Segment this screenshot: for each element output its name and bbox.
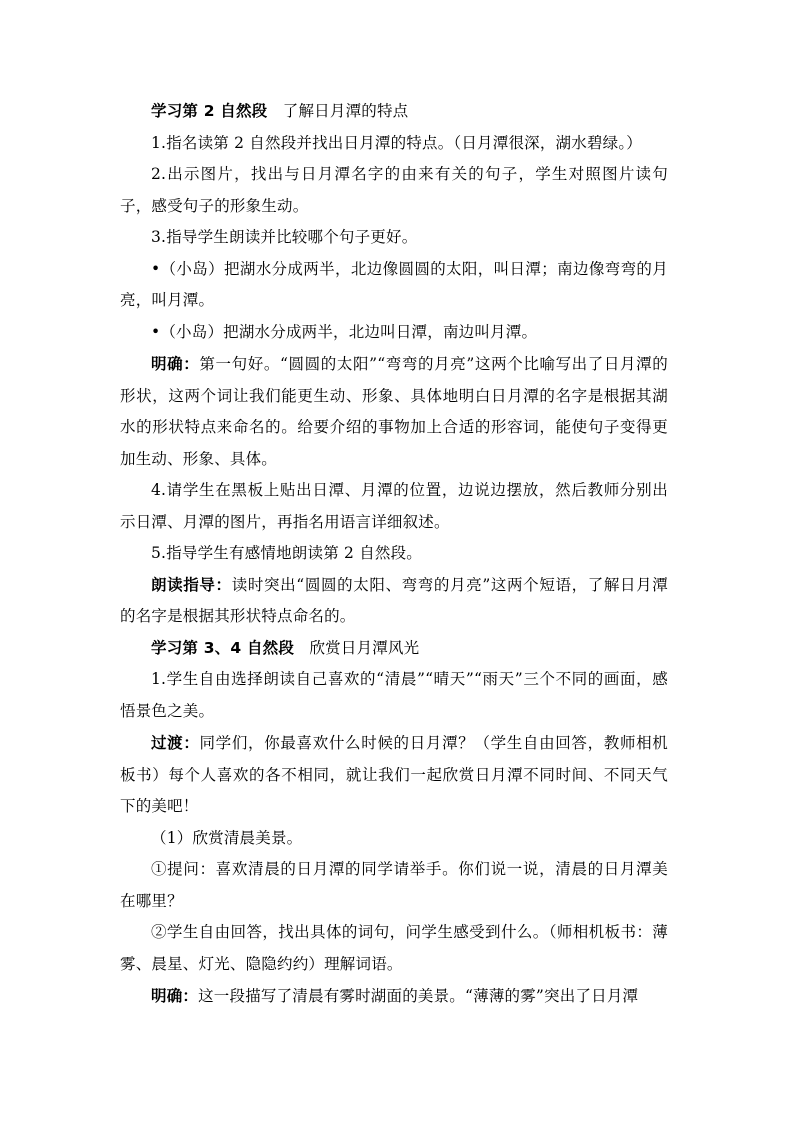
labeled-paragraph [120,348,668,475]
labeled-paragraph [120,727,668,823]
bullet-sentence: •（小岛）把湖水分成两半，北边叫日潭，南边叫月潭。 [151,322,538,341]
labeled-paragraph [120,570,668,633]
paragraph: （1）欣赏清晨美景。 [151,828,303,847]
paragraph: ②学生自由回答，找出具体的词句，问学生感受到什么。（师相机板书：薄雾、晨星、灯光、隐隐约约）理解词语。 [120,923,668,973]
paragraph-label: 过渡： [151,733,200,752]
paragraph-label: 朗读指导： [151,575,232,594]
section-heading [120,633,668,665]
paragraph: 5.指导学生有感情地朗读第 2 自然段。 [151,544,423,562]
paragraph-text: 第一句好。“圆圆的太阳”“弯弯的月亮”这两个比喻写出了日月潭的形状，这两个词让我们能更生动、形象、具体地明白日月潭的名字是根据其湖水的形状特点来命名的。给要介绍的事物加上合适的形容词，能使句子变得更加生动、形象、具体。 [120,355,668,468]
heading-text: 欣赏日月潭风光 [309,638,420,657]
heading-text: 了解日月潭的特点 [282,102,409,120]
labeled-paragraph [120,980,668,1013]
paragraph: 2.出示图片，找出与日月潭名字的由来有关的句子，学生对照图片读句子，感受句子的形象生动。 [120,165,668,215]
bullet-sentence: •（小岛）把湖水分成两半，北边像圆圆的太阳，叫日潭；南边像弯弯的月亮，叫月潭。 [120,259,668,309]
section-heading [120,96,668,128]
heading-label: 学习第 3、4 自然段 [151,638,295,657]
document-body [120,96,668,1013]
paragraph-text: 读时突出“圆圆的太阳、弯弯的月亮”这两个短语，了解日月潭的名字是根据其形状特点命名的。 [120,575,668,625]
paragraph-text: 同学们，你最喜欢什么时候的日月潭？（学生自由回答，教师相机板书）每个人喜欢的各不相同，就让我们一起欣赏日月潭不同时间、不同天气下的美吧！ [120,734,668,815]
paragraph-text: 这一段描写了清晨有雾时湖面的美景。“薄薄的雾”突出了日月潭 [198,987,639,1005]
paragraph: 1.学生自由选择朗读自己喜欢的“清晨”“晴天”“雨天”三个不同的画面，感悟景色之美。 [120,670,668,720]
paragraph-label: 明确： [151,986,199,1005]
paragraph: 1.指名读第 2 自然段并找出日月潭的特点。（日月潭很深，湖水碧绿。） [151,133,643,152]
paragraph: 4.请学生在黑板上贴出日潭、月潭的位置，边说边摆放，然后教师分别出示日潭、月潭的图片，再指名用语言详细叙述。 [120,481,668,531]
paragraph: ①提问：喜欢清晨的日月潭的同学请举手。你们说一说，清晨的日月潭美在哪里？ [120,860,668,910]
paragraph-label: 明确： [151,354,200,373]
paragraph: 3.指导学生朗读并比较哪个句子更好。 [151,228,418,246]
heading-label: 学习第 2 自然段 [151,102,268,120]
